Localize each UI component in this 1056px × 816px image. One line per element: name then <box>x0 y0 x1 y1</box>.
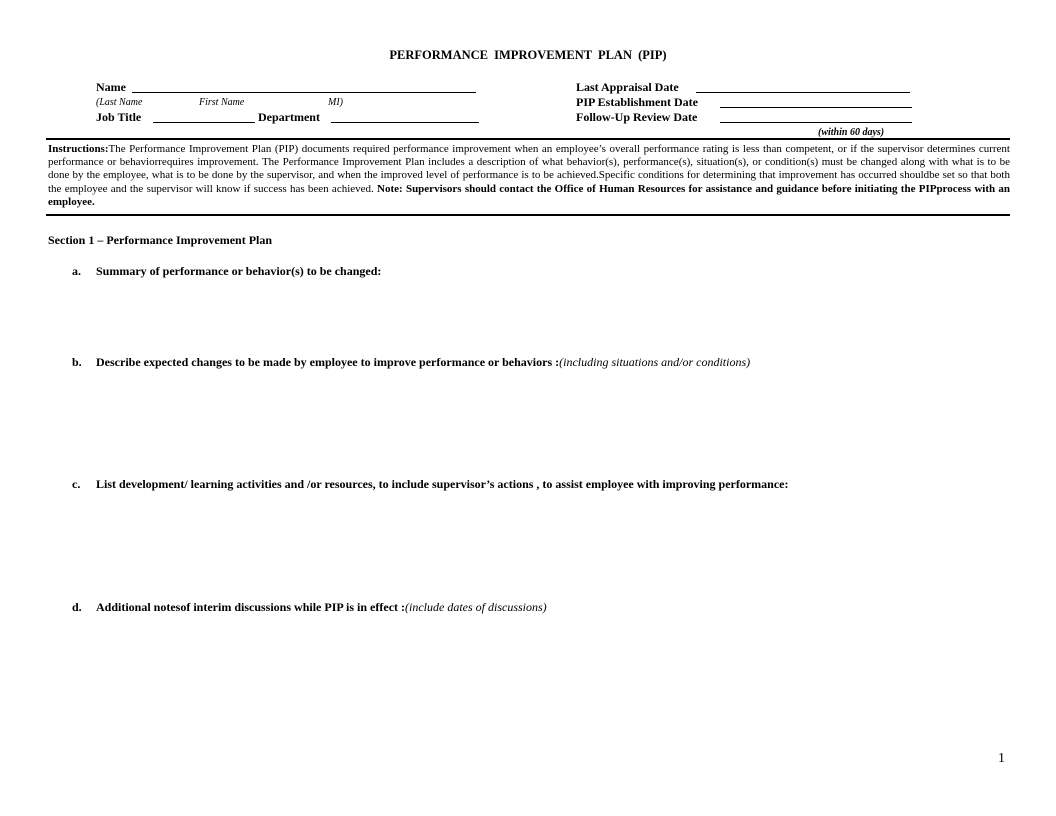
item-letter: b. <box>72 355 82 369</box>
job-title-label: Job Title <box>96 110 142 124</box>
item-text: Additional notesof interim discussions while PIP is in effect :(include dates of discussions) <box>96 600 547 614</box>
last-appraisal-field[interactable] <box>696 92 910 93</box>
item-letter: a. <box>72 264 81 278</box>
section-title: Section 1 – Performance Improvement Plan <box>48 233 273 247</box>
follow-up-field[interactable] <box>720 122 912 123</box>
job-title-field[interactable] <box>153 122 255 123</box>
instructions-note: Note: Supervisors should contact the Office of Human Resources for assistance and guidance before initiating the PIPprocess with an employee. <box>48 182 1010 208</box>
item-text: Describe expected changes to be made by employee to improve performance or behaviors :(including situations and/or conditions) <box>96 355 751 369</box>
instructions-lead: Instructions: <box>48 143 109 155</box>
name-label: Name <box>96 80 126 94</box>
page-number: 1 <box>998 751 1005 766</box>
item-letter: d. <box>72 600 82 614</box>
pip-establishment-label: PIP Establishment Date <box>576 95 699 109</box>
instructions-block <box>48 143 1010 209</box>
instructions-body: The Performance Improvement Plan (PIP) documents required performance improvement when an employee’s overall performance rating is less than competent, or if the supervisor determines current performance or behaviorrequires improvement. The Performance Improvement Plan includes a description of what behavior(s), performance(s), situation(s), or condition(s) must be changed along with what is to be done by the employee, what is to be done by the supervisor, and when the improved level of performance is to be achieved.Specific conditions for determining that improvement has occurred shouldbe set so that both the employee and the supervisor will know if success has been achieved. <box>48 143 1010 195</box>
instructions-bottom-rule <box>46 214 1010 216</box>
instructions-top-rule <box>46 138 1010 140</box>
name-field[interactable] <box>132 92 476 93</box>
pip-establishment-field[interactable] <box>720 107 912 108</box>
first-name-sublabel: First Name <box>199 97 245 108</box>
department-field[interactable] <box>331 122 479 123</box>
follow-up-label: Follow-Up Review Date <box>576 110 698 124</box>
item-letter: c. <box>72 477 81 491</box>
within-60-days-note: (within 60 days) <box>818 127 885 138</box>
last-name-sublabel: (Last Name <box>96 97 143 108</box>
page-title: PERFORMANCE IMPROVEMENT PLAN (PIP) <box>389 48 667 62</box>
mi-sublabel: MI) <box>328 97 343 108</box>
department-label: Department <box>258 110 320 124</box>
last-appraisal-label: Last Appraisal Date <box>576 80 679 94</box>
item-text: Summary of performance or behavior(s) to be changed: <box>96 264 382 278</box>
item-text: List development/ learning activities and /or resources, to include supervisor’s actions , to assist employee with improving performance: <box>96 477 789 491</box>
